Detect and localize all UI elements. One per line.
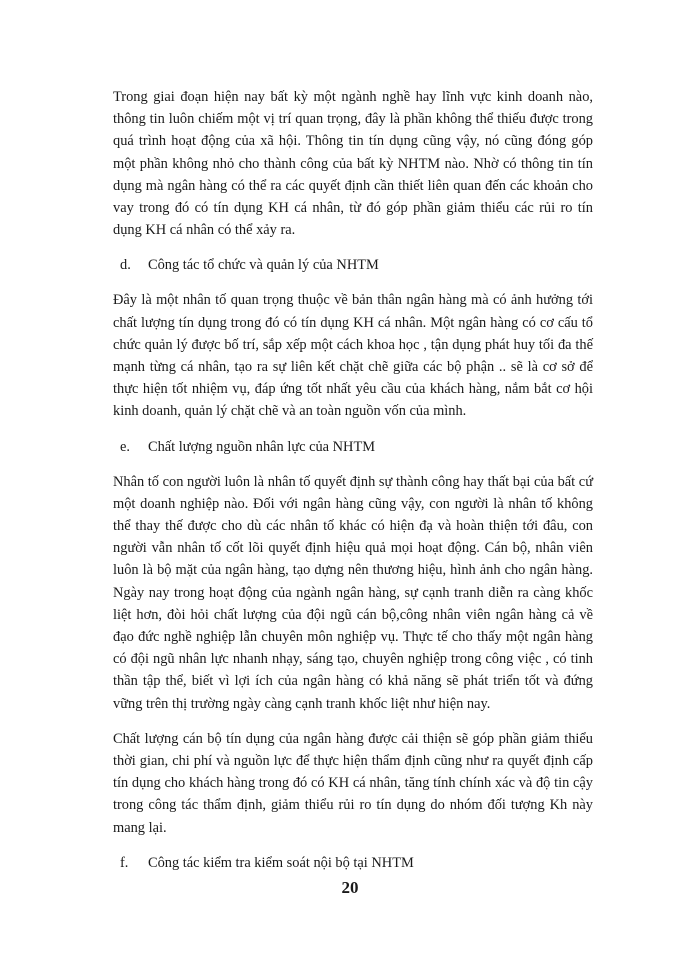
paragraph-credit-staff-quality: Chất lượng cán bộ tín dụng của ngân hàng được cải thiện sẽ góp phần giảm thiểu thời gian, chi phí và nguồn lực để thực hiện thẩm định cũng như ra quyết định cấp tín dụng cho khách hàng trong đó có KH cá nhân, tăng tính chính xác và độ tin cậy trong công tác thẩm định, giảm thiểu rủi ro tín dụng do nhóm đối tượng Kh này mang lại.	[113, 730, 593, 836]
paragraph-human-resources: Nhân tố con người luôn là nhân tố quyết định sự thành công hay thất bại của bất cứ một doanh nghiệp nào. Đối với ngân hàng cũng vậy, con người là nhân tố không thể thay thế được cho dù các nhân tố khác có hiện đạ và hoàn thiện tới đâu, con người vẫn nhân tố cốt lõi quyết định hiệu quả mọi hoạt động. Cán bộ, nhân viên luôn là bộ mặt của ngân hàng, tạo dựng nên thương hiệu, hình ảnh cho ngân hàng. Ngày nay trong hoạt động của ngành ngân hàng, sự cạnh tranh diễn ra càng khốc liệt hơn, đòi hỏi chất lượng của đội ngũ cán bộ,công nhân viên ngân hàng cả về đạo đức nghề nghiệp lẫn chuyên môn nghiệp vụ. Thực tế cho thấy một ngân hàng có đội ngũ nhân lực nhanh nhạy, sáng tạo, chuyên nghiệp trong công việc , có tinh thần tập thể, biết vì lợi ích của ngân hàng có khả năng sẽ phát triển tốt và đứng vững trên thị trường ngày càng cạnh tranh khốc liệt như hiện nay.	[113, 473, 593, 712]
paragraph-credit-information: Trong giai đoạn hiện nay bất kỳ một ngành nghề hay lĩnh vực kinh doanh nào, thông tin luôn chiếm một vị trí quan trọng, đây là phần không thể thiếu được trong quá trình hoạt động của xã hội. Thông tin tín dụng cũng vậy, nó cũng đóng góp một phần không nhỏ cho thành công của bất kỳ NHTM nào. Nhờ có thông tin tín dụng mà ngân hàng có thể ra các quyết định cần thiết liên quan đến các khoản cho vay trong đó có tín dụng KH cá nhân, từ đó góp phần giảm thiểu các rủi ro tín dụng KH cá nhân có thể xảy ra.	[113, 89, 593, 239]
heading-marker: d.	[120, 257, 131, 274]
heading-marker: e.	[120, 438, 130, 455]
heading-human-resources	[113, 436, 593, 458]
heading-internal-control	[113, 852, 593, 874]
heading-organization-management	[113, 254, 593, 276]
paragraph-organization-management: Đây là một nhân tố quan trọng thuộc về bản thân ngân hàng mà có ảnh hưởng tới chất lượng tín dụng trong đó có tín dụng KH cá nhân. Một ngân hàng có cơ cấu tổ chức quản lý được bố trí, sắp xếp một cách khoa học , tận dụng phát huy tối đa thế mạnh từng cá nhân, tạo ra sự liên kết chặt chẽ giữa các bộ phận .. sẽ là cơ sở để thực hiện tốt nhiệm vụ, đáp ứng tốt nhất yêu cầu của khách hàng, nắm bắt cơ hội kinh doanh, quản lý chặt chẽ và an toàn nguồn vốn của mình.	[113, 292, 593, 420]
heading-text: Chất lượng nguồn nhân lực của NHTM	[148, 438, 376, 455]
page-number: 20	[341, 878, 359, 897]
heading-text: Công tác kiểm tra kiểm soát nội bộ tại NHTM	[148, 854, 414, 871]
heading-marker: f.	[120, 854, 129, 871]
heading-text: Công tác tổ chức và quản lý của NHTM	[148, 257, 379, 274]
document-body	[113, 86, 593, 887]
